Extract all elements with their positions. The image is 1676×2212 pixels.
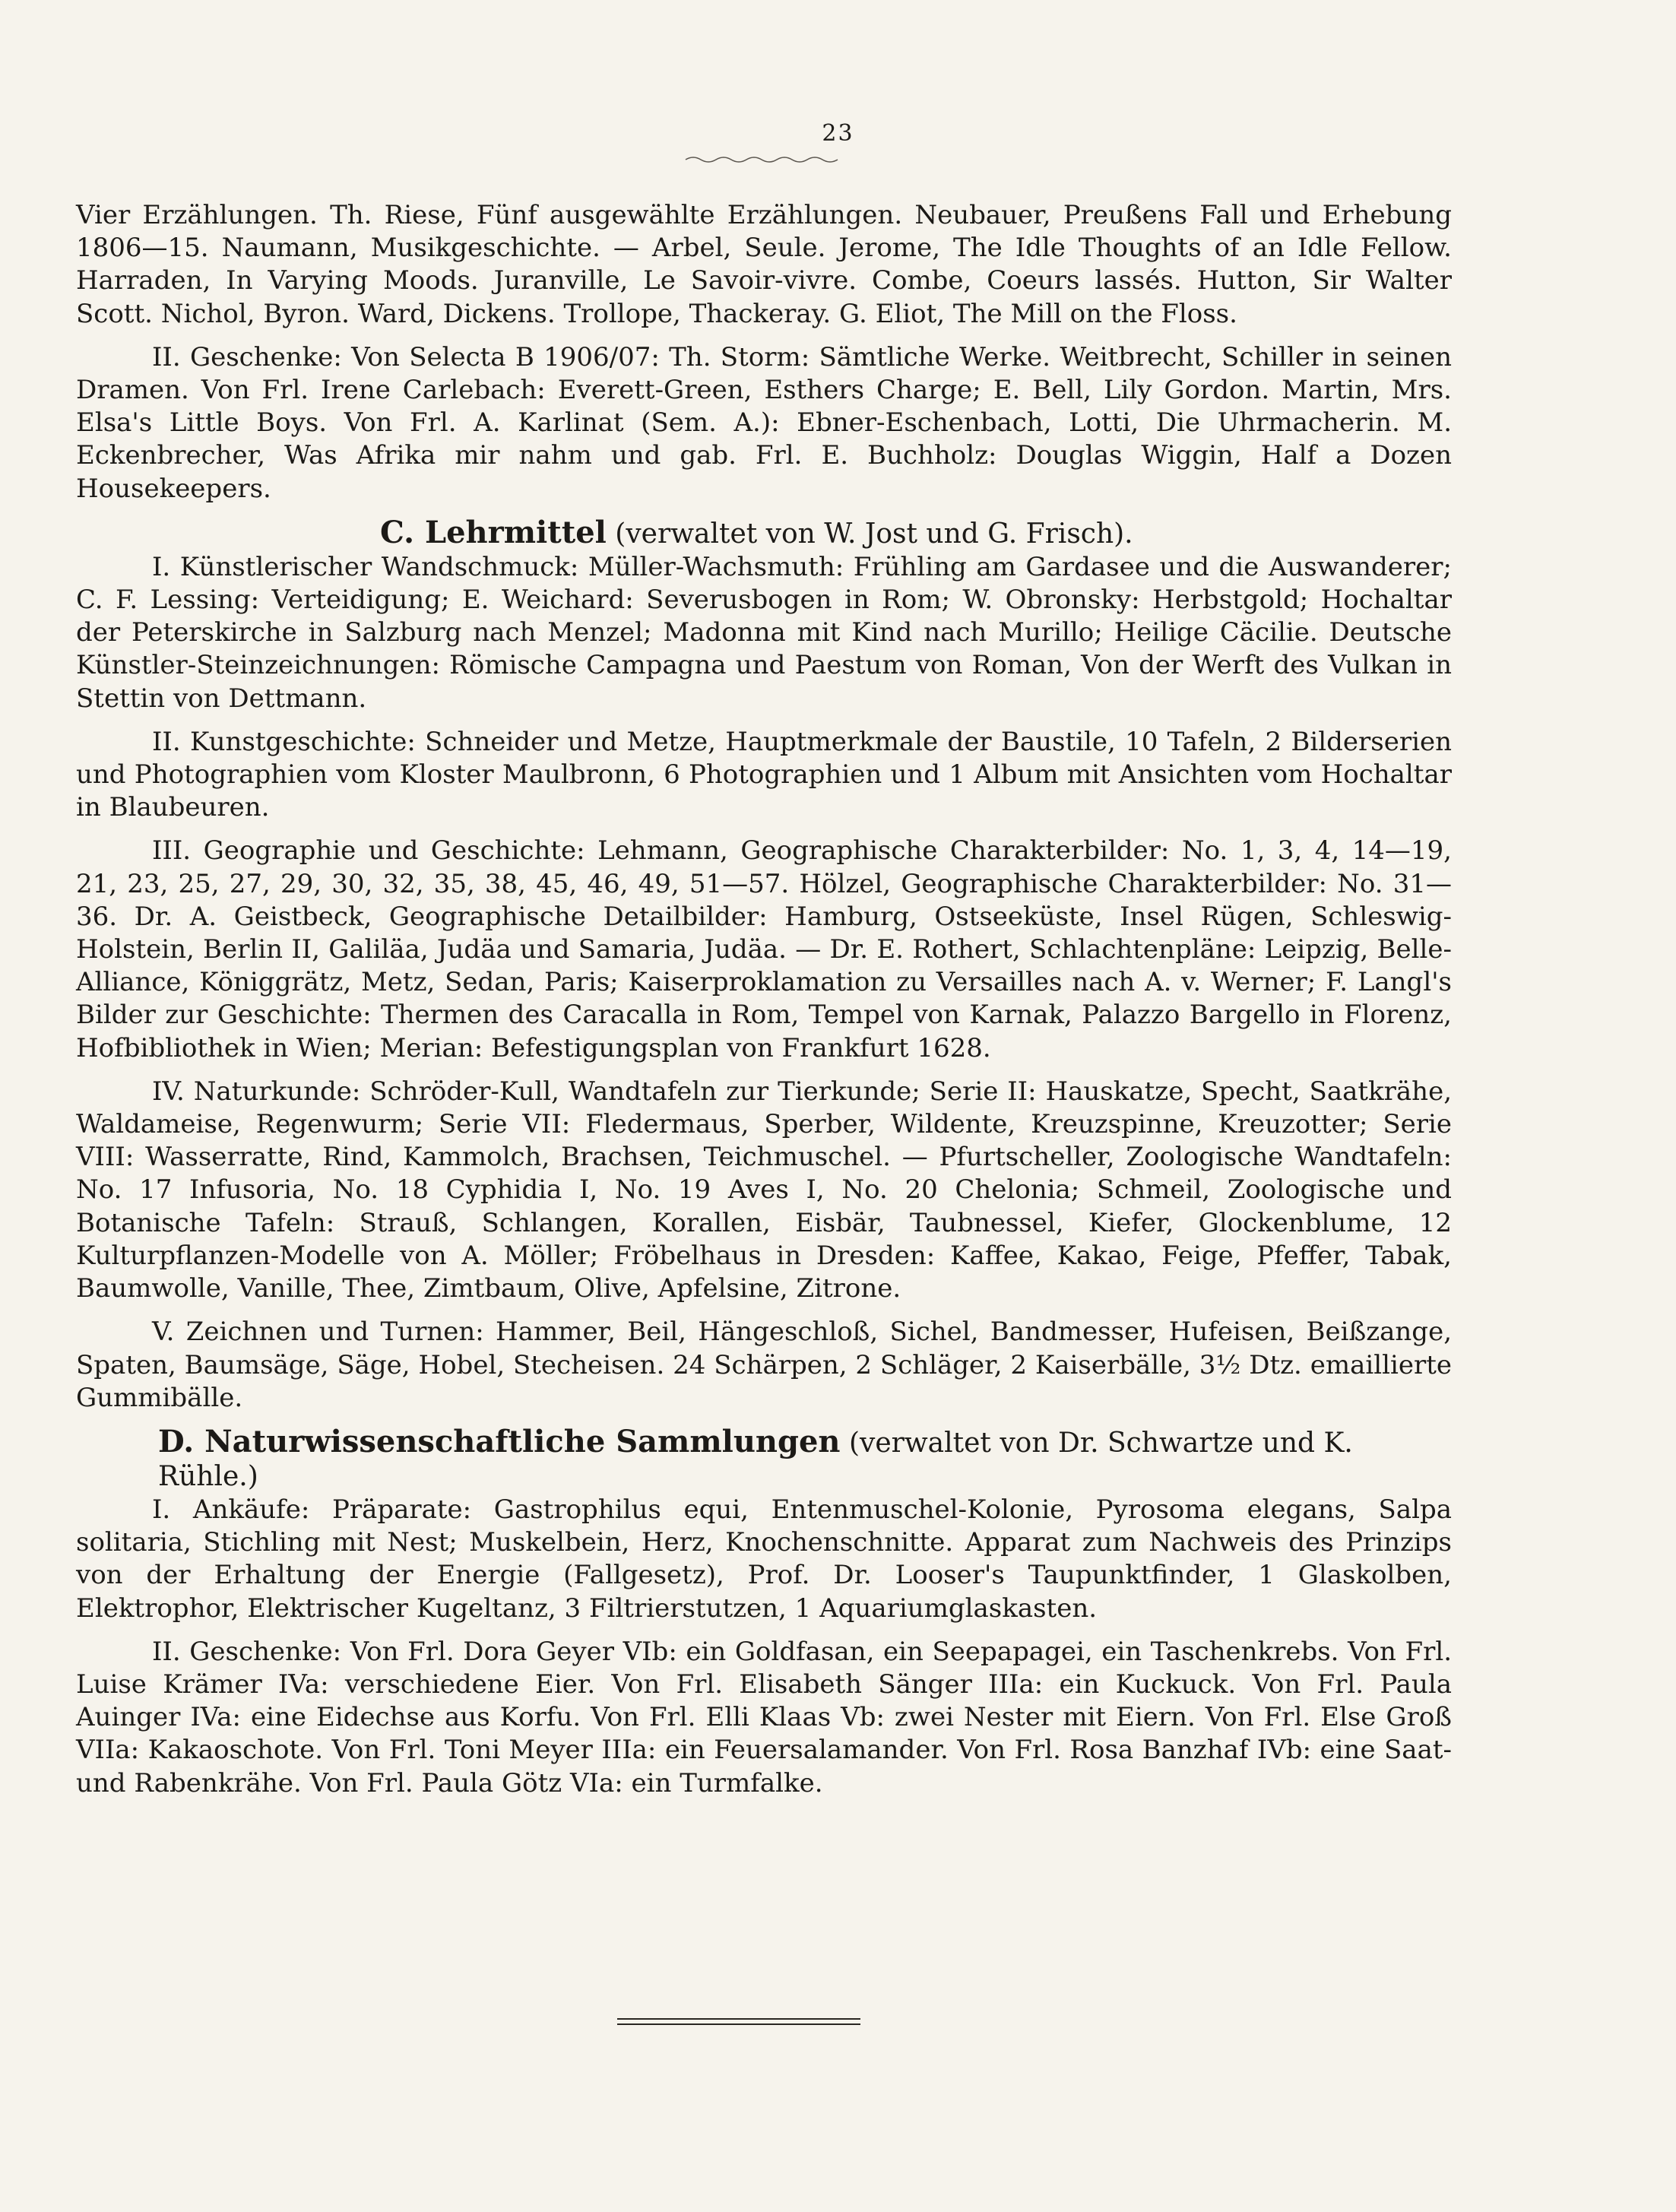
- section-d-heading: [76, 1425, 1452, 1494]
- section-c-title: C. Lehrmittel: [380, 514, 607, 550]
- document-body: [76, 199, 1452, 1811]
- paragraph-b-continuation: Vier Erzählungen. Th. Riese, Fünf ausgewählte Erzählungen. Neubauer, Preußens Fall und Erhebung 1806—15. Naumann, Musikgeschichte. — Arbel, Seule. Jerome, The Idle Thoughts of an Idle Fellow. Harraden, In Varying Moods. Juranville, Le Savoir-vivre. Combe, Coeurs lassés. Hutton, Sir Walter Scott. Nichol, Byron. Ward, Dickens. Trollope, Thackeray. G. Eliot, The Mill on the Floss.: [76, 200, 1452, 329]
- closing-rule-line: [617, 2023, 860, 2025]
- section-d-managers: (verwaltet von Dr. Schwartze und K. Rühle.): [158, 1427, 1353, 1492]
- section-d-title: D. Naturwissenschaftliche Sammlungen: [158, 1423, 841, 1459]
- closing-rule-line: [617, 2018, 860, 2020]
- paragraph-c-kunstgeschichte: II. Kunstgeschichte: Schneider und Metze, Hauptmerkmale der Baustile, 10 Tafeln, 2 Bilderserien und Photographien vom Kloster Maulbronn, 6 Photographien und 1 Album mit Ansichten vom Hochaltar in Blaubeuren.: [76, 726, 1452, 823]
- paragraph-d-ankaeufe: I. Ankäufe: Präparate: Gastrophilus equi, Entenmuschel-Kolonie, Pyrosoma elegans, Salpa solitaria, Stichling mit Nest; Muskelbein, Herz, Knochenschnitte. Apparat zum Nachweis des Prinzips von der Erhaltung der Energie (Fallgesetz), Prof. Dr. Looser's Taupunktfinder, 1 Glaskolben, Elektrophor, Elektrischer Kugeltanz, 3 Filtrierstutzen, 1 Aquariumglaskasten.: [76, 1494, 1452, 1624]
- page-number: 23: [822, 120, 854, 147]
- paragraph-c-geographie: III. Geographie und Geschichte: Lehmann, Geographische Charakterbilder: No. 1, 3, 4, 14—19, 21, 23, 25, 27, 29, 30, 32, 35, 38, 45, 46, 49, 51—57. Hölzel, Geographische Charakterbilder: No. 31—36. Dr. A. Geistbeck, Geographische Detailbilder: Hamburg, Ostseeküste, Insel Rügen, Schleswig-Holstein, Berlin II, Galiläa, Judäa und Samaria, Judäa. — Dr. E. Rothert, Schlachtenpläne: Leipzig, Belle-Alliance, Königgrätz, Metz, Sedan, Paris; Kaiserproklamation zu Versailles nach A. v. Werner; F. Langl's Bilder zur Geschichte: Thermen des Caracalla in Rom, Tempel von Karnak, Palazzo Bargello in Florenz, Hofbibliothek in Wien; Merian: Befestigungsplan von Frankfurt 1628.: [76, 835, 1452, 1063]
- section-c-heading: [76, 516, 1452, 551]
- page-number-ornament: [684, 154, 844, 165]
- paragraph-c-kuenstlerisch: I. Künstlerischer Wandschmuck: Müller-Wachsmuth: Frühling am Gardasee und die Auswanderer; C. F. Lessing: Verteidigung; E. Weichard: Severusbogen in Rom; W. Obronsky: Herbstgold; Hochaltar der Peterskirche in Salzburg nach Menzel; Madonna mit Kind nach Murillo; Heilige Cäcilie. Deutsche Künstler-Steinzeichnungen: Römische Campagna und Paestum von Roman, Von der Werft des Vulkan in Stettin von Dettmann.: [76, 551, 1452, 714]
- paragraph-c-naturkunde: IV. Naturkunde: Schröder-Kull, Wandtafeln zur Tierkunde; Serie II: Hauskatze, Specht, Saatkrähe, Waldameise, Regenwurm; Serie VII: Fledermaus, Sperber, Wildente, Kreuzspinne, Kreuzotter; Serie VIII: Wasserratte, Rind, Kammolch, Brachsen, Teichmuschel. — Pfurtscheller, Zoologische Wandtafeln: No. 17 Infusoria, No. 18 Cyphidia I, No. 19 Aves I, No. 20 Chelonia; Schmeil, Zoologische und Botanische Tafeln: Strauß, Schlangen, Korallen, Eisbär, Taubnessel, Kiefer, Glockenblume, 12 Kulturpflanzen-Modelle von A. Möller; Fröbelhaus in Dresden: Kaffee, Kakao, Feige, Pfeffer, Tabak, Baumwolle, Vanille, Thee, Zimtbaum, Olive, Apfelsine, Zitrone.: [76, 1076, 1452, 1304]
- paragraph-b-geschenke: II. Geschenke: Von Selecta B 1906/07: Th. Storm: Sämtliche Werke. Weitbrecht, Schiller in seinen Dramen. Von Frl. Irene Carlebach: Everett-Green, Esthers Charge; E. Bell, Lily Gordon. Martin, Mrs. Elsa's Little Boys. Von Frl. A. Karlinat (Sem. A.): Ebner-Eschenbach, Lotti, Die Uhrmacherin. M. Eckenbrecher, Was Afrika mir nahm und gab. Frl. E. Buchholz: Douglas Wiggin, Half a Dozen Housekeepers.: [76, 341, 1452, 504]
- paragraph-c-zeichnen: V. Zeichnen und Turnen: Hammer, Beil, Hängeschloß, Sichel, Bandmesser, Hufeisen, Beißzange, Spaten, Baumsäge, Säge, Hobel, Stecheisen. 24 Schärpen, 2 Schläger, 2 Kaiserbälle, 3½ Dtz. emaillierte Gummibälle.: [76, 1317, 1452, 1413]
- paragraph-d-geschenke: II. Geschenke: Von Frl. Dora Geyer VIb: ein Goldfasan, ein Seepapagei, ein Taschenkrebs. Von Frl. Luise Krämer IVa: verschiedene Eier. Von Frl. Elisabeth Sänger IIIa: ein Kuckuck. Von Frl. Paula Auinger IVa: eine Eidechse aus Korfu. Von Frl. Elli Klaas Vb: zwei Nester mit Eiern. Von Frl. Else Groß VIIa: Kakaoschote. Von Frl. Toni Meyer IIIa: ein Feuersalamander. Von Frl. Rosa Banzhaf IVb: eine Saat- und Rabenkrähe. Von Frl. Paula Götz VIa: ein Turmfalke.: [76, 1636, 1452, 1798]
- section-c-managers: (verwaltet von W. Jost und G. Frisch).: [615, 518, 1133, 550]
- closing-double-rule: [617, 2018, 860, 2029]
